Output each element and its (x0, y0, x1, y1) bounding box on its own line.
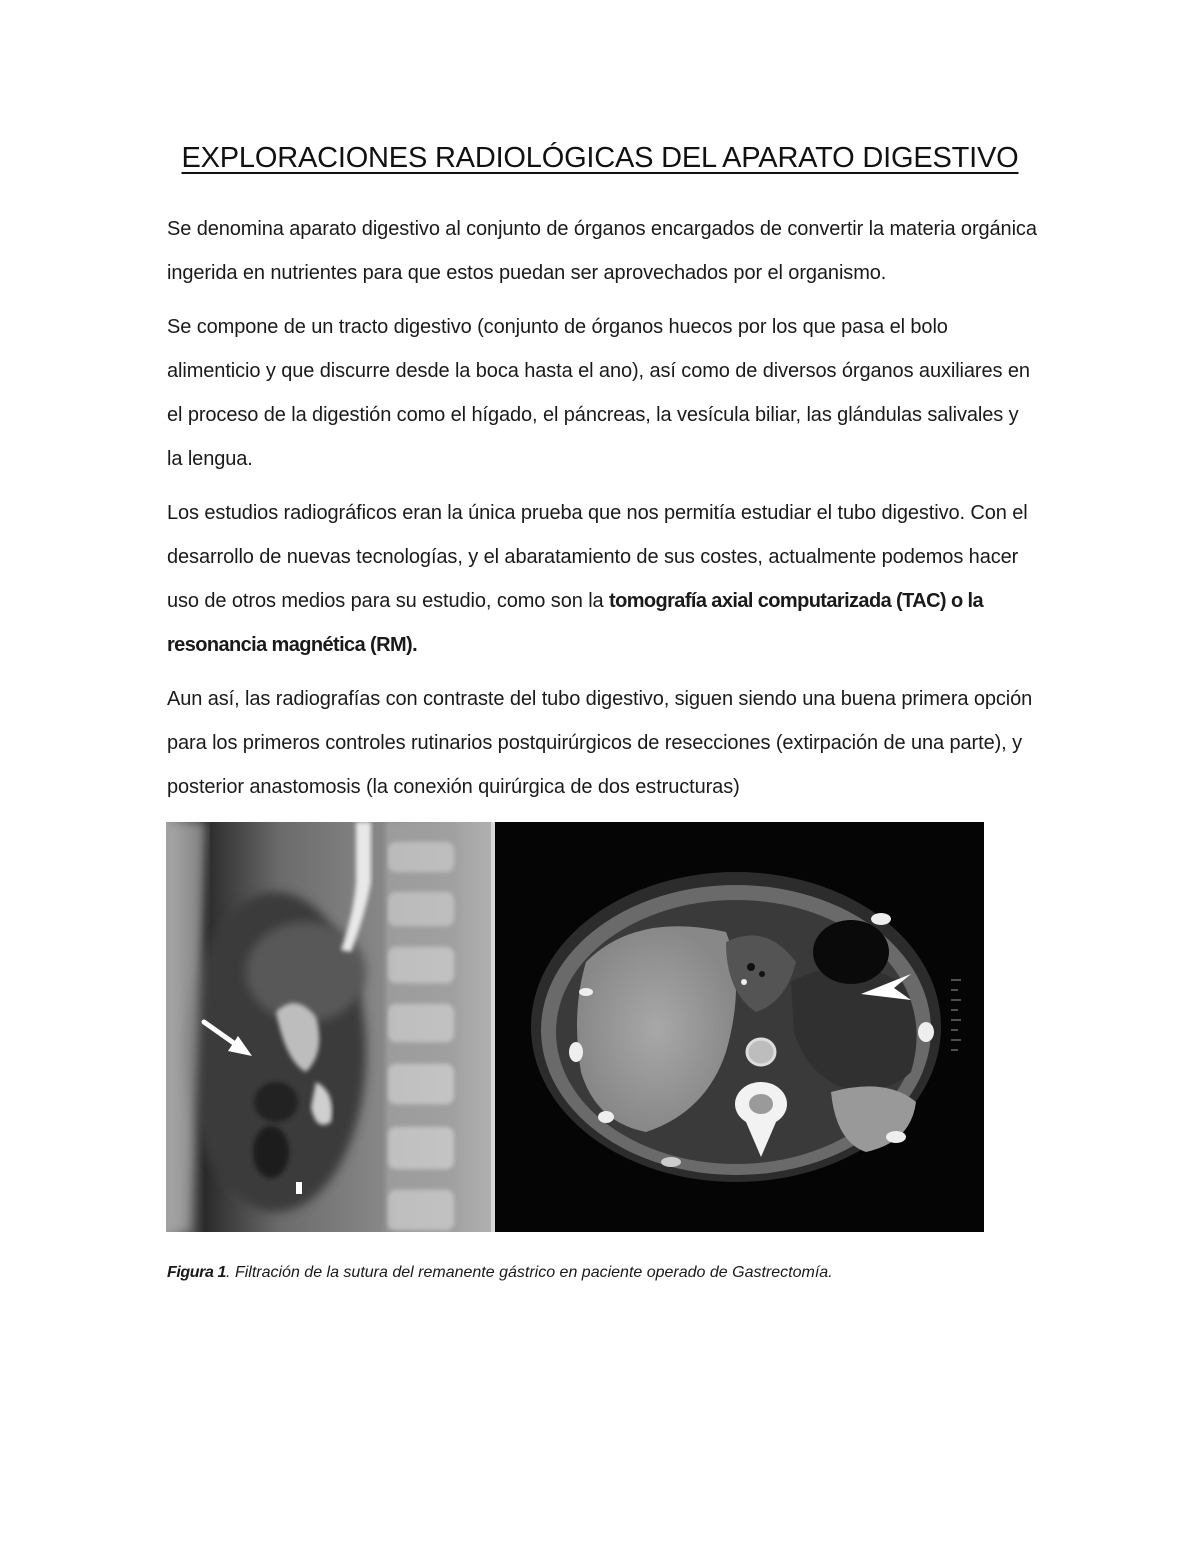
body-text (167, 207, 1037, 819)
figure-1-image (166, 822, 984, 1232)
paragraph-composition: Se compone de un tracto digestivo (conjunto de órganos huecos por los que pasa el bolo alimenticio y que discurre desde la boca hasta el ano), así como de diversos órganos auxiliares en el proceso de la digestión como el hígado, el páncreas, la vesícula biliar, las glándulas salivales y la lengua. (167, 316, 1030, 470)
paragraph-definition: Se denomina aparato digestivo al conjunto de órganos encargados de convertir la materia orgánica ingerida en nutrientes para que estos puedan ser aprovechados por el organismo. (167, 218, 1037, 284)
paragraph-studies-bold: tomografía axial computarizada (TAC) o la resonancia magnética (RM). (167, 590, 983, 656)
paragraph-contrast: Aun así, las radiografías con contraste del tubo digestivo, siguen siendo una buena primera opción para los primeros controles rutinarios postquirúrgicos de resecciones (extirpación de una parte), y posterior anastomosis (la conexión quirúrgica de dos estructuras) (167, 688, 1033, 798)
figure-caption-label: Figura 1 (167, 1264, 227, 1281)
ct-axial-scan-image (495, 822, 984, 1232)
paragraph-studies (167, 491, 1037, 667)
page-title: EXPLORACIONES RADIOLÓGICAS DEL APARATO DIGESTIVO (181, 142, 1019, 174)
figure-1 (166, 822, 984, 1232)
figure-caption-text: . Filtración de la sutura del remanente gástrico en paciente operado de Gastrectomía. (226, 1264, 833, 1281)
paragraph-studies-text: Los estudios radiográficos eran la única prueba que nos permitía estudiar el tubo digestivo. Con el desarrollo de nuevas tecnologías, y el abaratamiento de sus costes, actualmente podemos hacer uso de otros medios para su estudio, como son la (167, 502, 1028, 612)
figure-caption (167, 1264, 1067, 1282)
